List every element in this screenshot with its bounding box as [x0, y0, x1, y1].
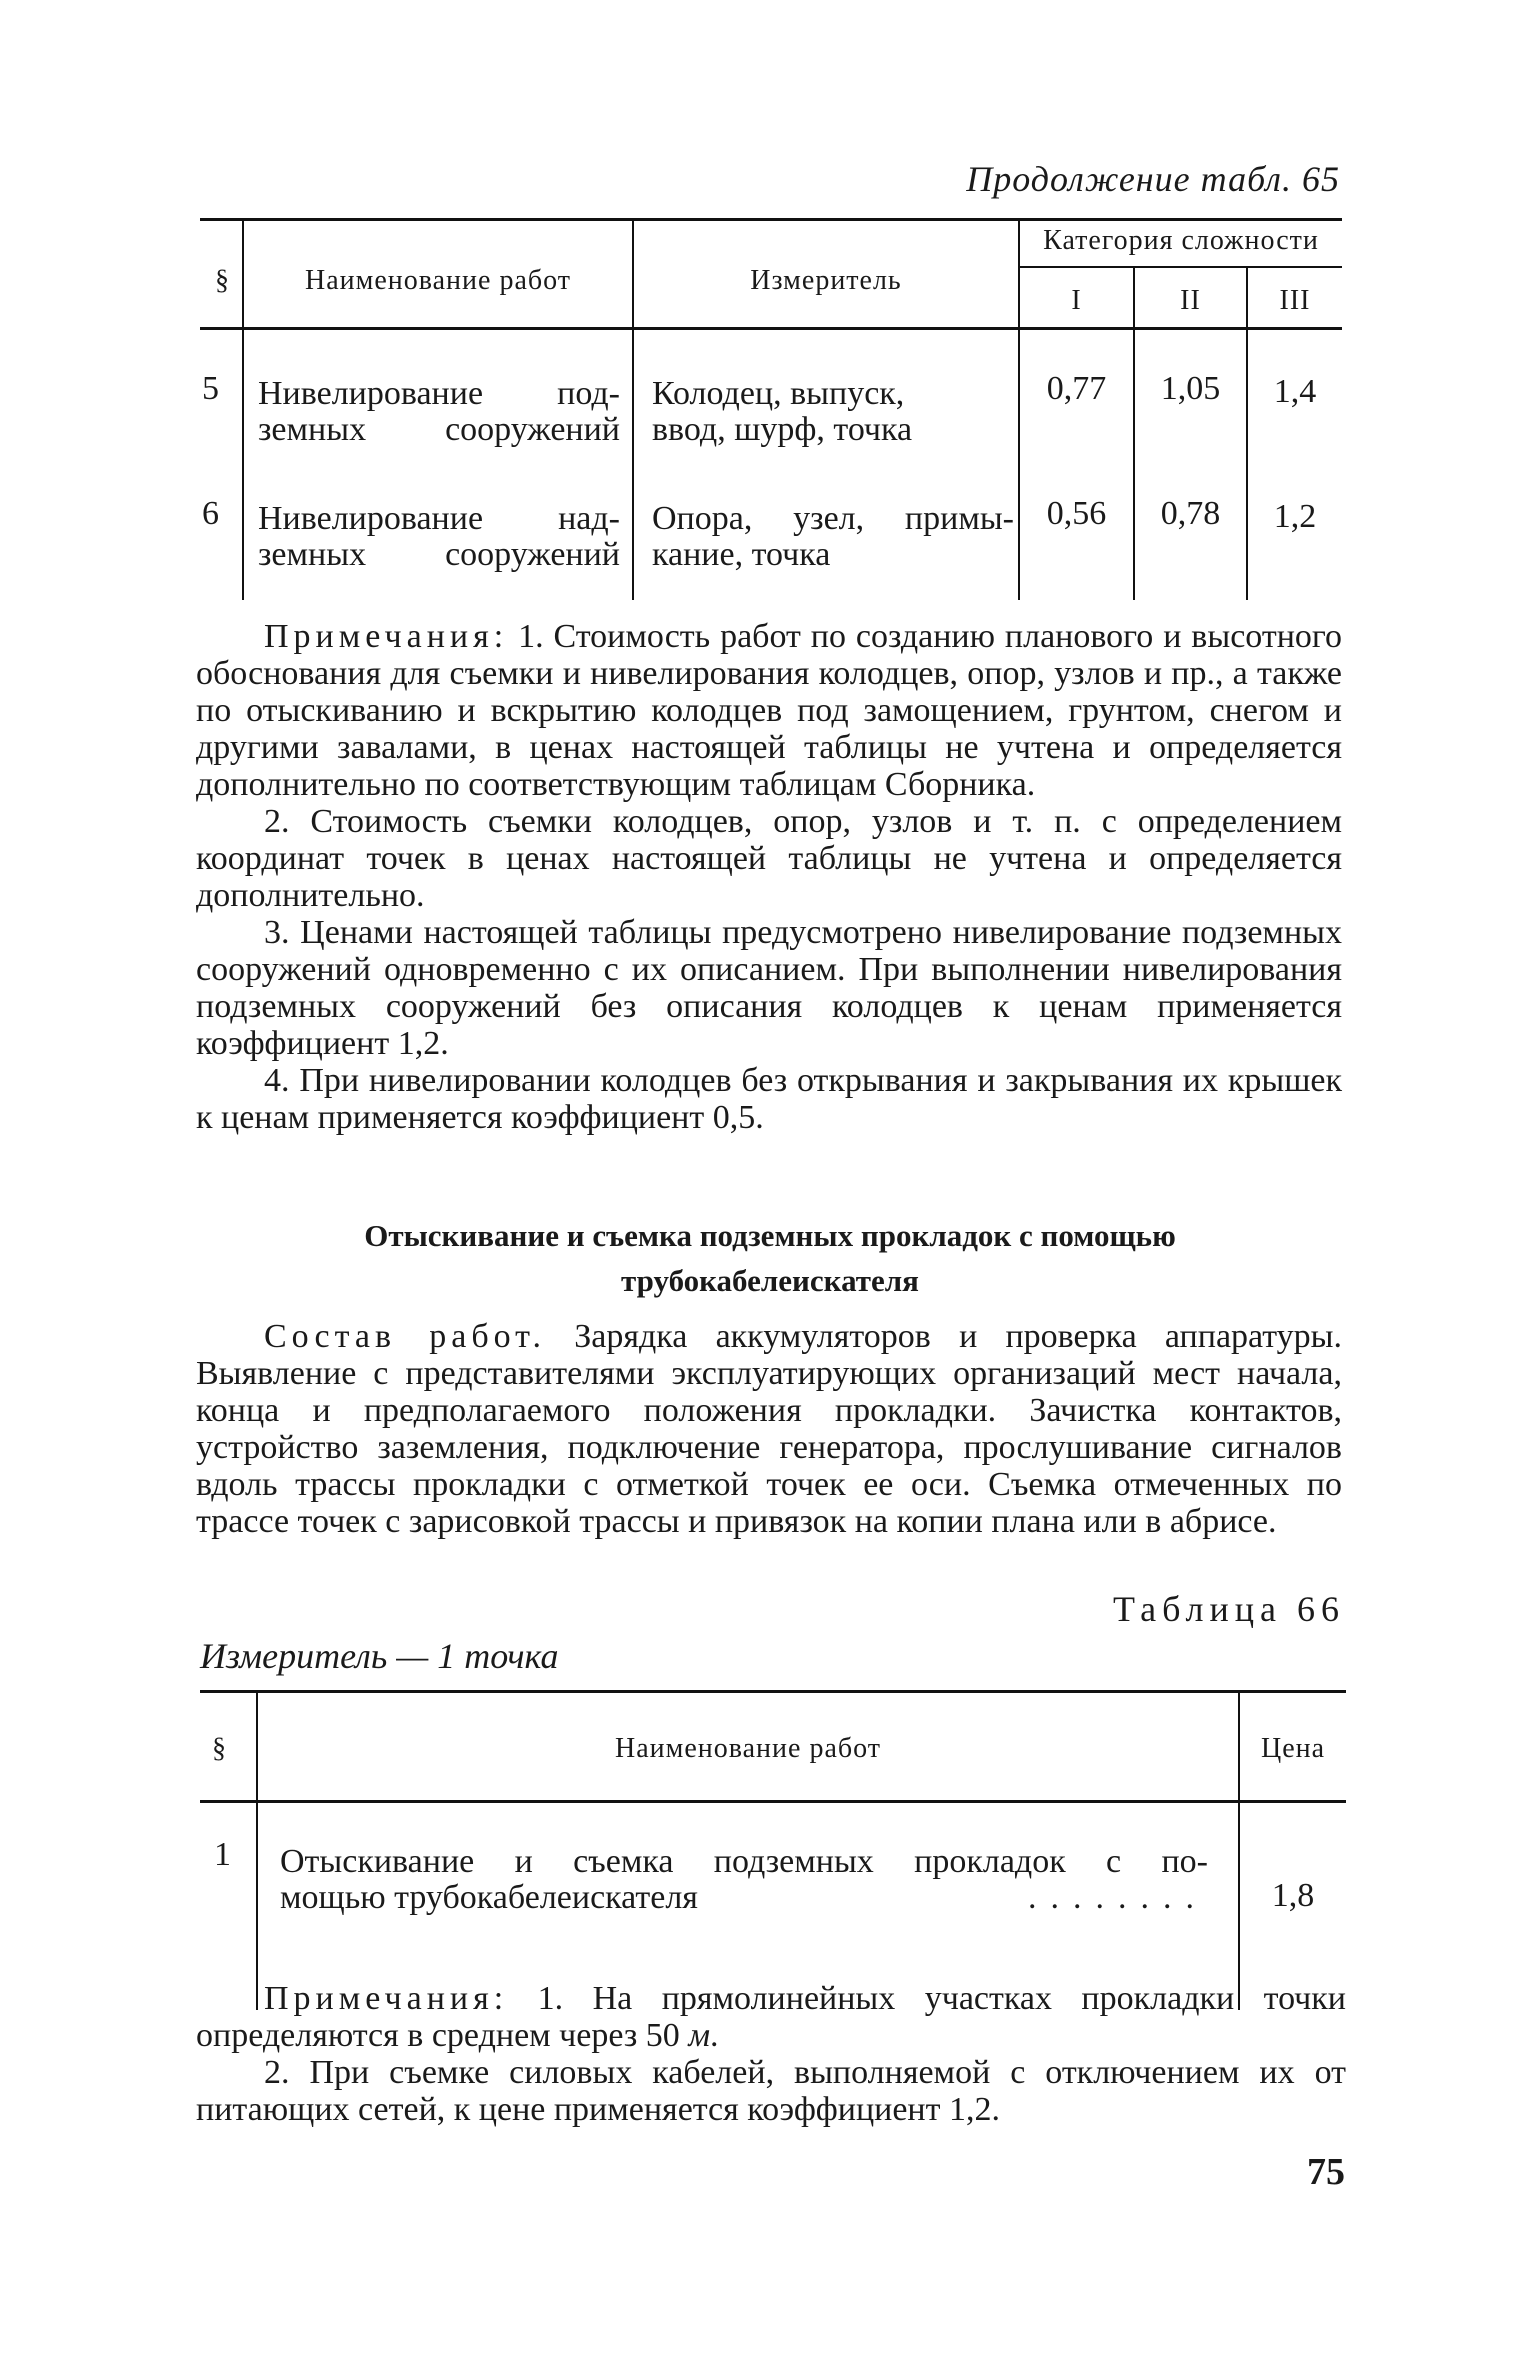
table-65-header-unit: Измеритель [750, 265, 902, 296]
note-66-1 [196, 1980, 1346, 2054]
note-text: 1. На прямолинейных участках прокладки точки определяются в среднем через 50 [196, 1980, 1346, 2054]
table-66-header-price: Цена [1260, 1733, 1326, 1764]
table-continuation-title: Продолжение табл. 65 [966, 159, 1340, 199]
table-66-header-rule [200, 1800, 1346, 1803]
notes-label: Примечания: [264, 618, 509, 655]
table-65-row-unit-line: ввод, шурф, точка [652, 411, 913, 448]
section-heading [195, 1213, 1345, 1303]
table-65-header-category-1: I [1071, 285, 1082, 316]
table-65-header-rule [200, 327, 1342, 330]
table-65-row-name-line: Нивелирование под- [258, 375, 620, 412]
unit-meter: м [688, 2017, 711, 2054]
table-65-row-value: 1,2 [1273, 498, 1317, 535]
table-65-header-category-2: II [1180, 285, 1201, 316]
table-65-row-value: 0,56 [1046, 495, 1107, 532]
table-65-header-category-group: Категория сложности [1043, 225, 1319, 256]
note-65-1 [196, 618, 1342, 803]
table-66-measure: Измеритель — 1 точка [200, 1636, 559, 1676]
table-66-header-section: § [212, 1733, 227, 1764]
table-66-row-leader-dots: ........ [1028, 1879, 1208, 1916]
table-65-category-rule [1018, 266, 1342, 268]
notes-65 [196, 618, 1342, 1136]
composition-label: Состав работ. [264, 1318, 546, 1355]
composition-text: Зарядка аккумуляторов и проверка аппаратуры. Выявление с представителями эксплуатирующих организаций мест начала, конца и предполагаемого положения прокладки. Зачистка контактов, устройство заземления, подключение генератора, прослушивание сигналов вдоль трассы прокладки с отметкой точек ее оси. Съемка отмеченных по трассе точек с зарисовкой трассы и привязок на копии плана или в абрисе. [196, 1318, 1343, 1540]
table-65-row-value: 0,78 [1160, 495, 1221, 532]
table-66-row-section: 1 [214, 1836, 231, 1873]
note-text-end: . [710, 2017, 719, 2054]
table-66-row-name-text: мощью трубокабелеискателя [280, 1879, 698, 1916]
table-65-row-unit-line: Колодец, выпуск, [652, 375, 905, 412]
notes-label: Примечания: [264, 1980, 509, 2017]
section-heading-line: трубокабелеискателя [621, 1263, 919, 1298]
table-66-row-name-line: Отыскивание и съемка подземных прокладок с по- [280, 1843, 1208, 1880]
table-66-row-price: 1,8 [1271, 1877, 1315, 1914]
table-65-row-value: 1,4 [1273, 373, 1317, 410]
table-65-row-unit-line: кание, точка [652, 536, 831, 573]
table-65-row-value: 0,77 [1046, 370, 1107, 407]
note-65-2: 2. Стоимость съемки колодцев, опор, узлов и т. п. с определением координат точек в ценах настоящей таблицы не учтена и определяется дополнительно. [196, 803, 1342, 914]
note-text: 1. Стоимость работ по созданию планового и высотного обоснования для съемки и нивелирования колодцев, опор, узлов и пр., а также по отыскиванию и вскрытию колодцев под замощением, грунтом, снегом и другими завалами, в ценах настоящей таблицы не учтена и определяется дополнительно по соответствующим таблицам Сборника. [196, 618, 1342, 803]
table-65-header-section: § [215, 265, 230, 296]
page-number: 75 [1307, 2151, 1345, 2193]
table-66-title: Таблица 66 [1113, 1589, 1345, 1629]
table-65-row-name-line: Нивелирование над- [258, 500, 620, 537]
note-66-2: 2. При съемке силовых кабелей, выполняемой с отключением их от питающих сетей, к цене применяется коэффициент 1,2. [196, 2054, 1346, 2128]
table-65-top-rule [200, 218, 1342, 221]
table-65-row-section: 6 [202, 495, 219, 532]
table-65-row-name-line: земных сооружений [258, 536, 620, 573]
table-66-header-name: Наименование работ [615, 1733, 881, 1764]
note-65-4: 4. При нивелировании колодцев без открывания и закрывания их крышек к ценам применяется коэффициент 0,5. [196, 1062, 1342, 1136]
table-65-header-name: Наименование работ [305, 265, 571, 296]
composition-of-works [196, 1318, 1342, 1540]
table-65-row-value: 1,05 [1160, 370, 1221, 407]
table-66-row-name-line [280, 1879, 1208, 1917]
note-65-3: 3. Ценами настоящей таблицы предусмотрено нивелирование подземных сооружений одновременно с их описанием. При выполнении нивелирования подземных сооружений без описания колодцев к ценам применяется коэффициент 1,2. [196, 914, 1342, 1062]
table-65-row-name-line: земных сооружений [258, 411, 620, 448]
table-65-row-section: 5 [202, 370, 219, 407]
table-65-row-unit-line: Опора, узел, примы- [652, 500, 1014, 537]
table-65-header-category-3: III [1279, 285, 1311, 316]
table-65-vline [1018, 220, 1020, 600]
section-heading-line: Отыскивание и съемка подземных прокладок с помощью [364, 1218, 1176, 1253]
notes-66 [196, 1980, 1346, 2128]
table-66-top-rule [200, 1690, 1346, 1693]
